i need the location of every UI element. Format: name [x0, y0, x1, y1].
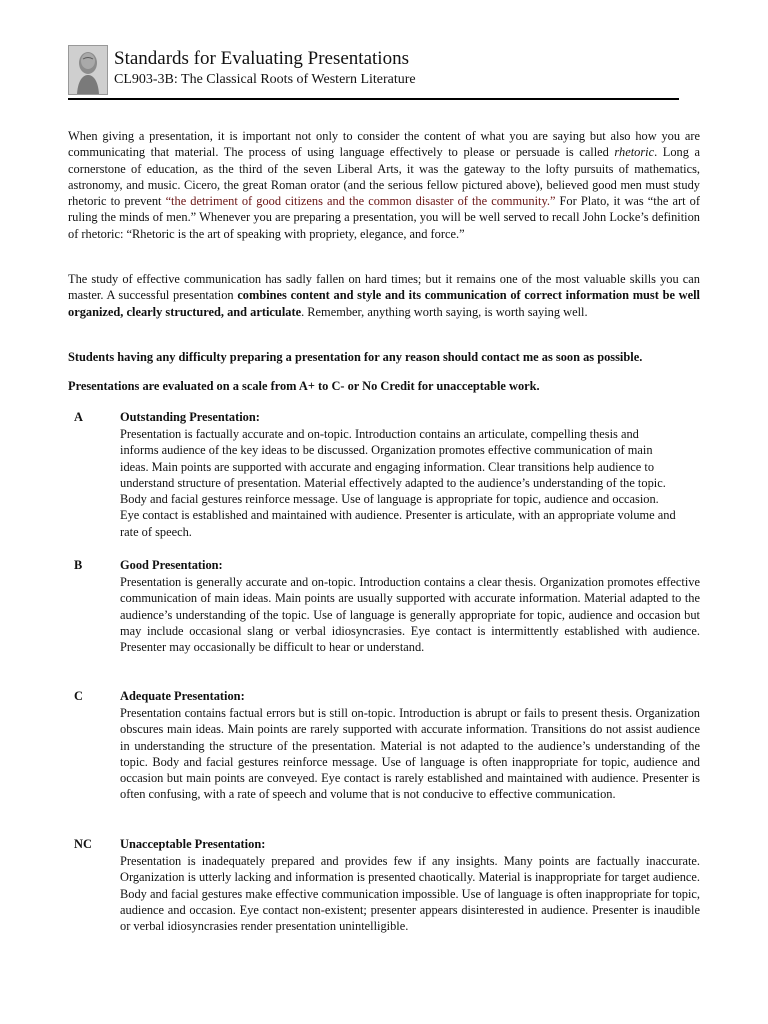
grade-c-description: Presentation contains factual errors but is still on-topic. Introduction is abrupt or fails to present thesis. Organization obscures main ideas. Main points are rarely supported with accurate information. Transitions do not assist audience in understanding the structure of the presentation. Material is not adapted to the audience’s understanding of the topic. Body and facial gestures reinforce message. Use of language is often inappropriate for topic, audience and occasion but main points are conveyed. Eye contact is rarely established and maintained with audience. Presenter is often confusing, with a rate of speech and volume that is not conducive to effective communication.	[120, 706, 700, 802]
grade-a-letter: A	[74, 410, 83, 424]
grade-a-title: Outstanding Presentation:	[120, 410, 260, 424]
grading-scale-note: Presentations are evaluated on a scale from A+ to C- or No Credit for unacceptable work.	[68, 379, 540, 393]
document-title: Standards for Evaluating Presentations	[114, 48, 409, 69]
grade-nc-description: Presentation is inadequately prepared and provides few if any insights. Many points are factually inaccurate. Organization is utterly lacking and information is presented chaotically. Material is inappropriate for target audience. Body and facial gestures make effective communication impossible. Use of language is often inappropriate for topic, audience and occasion. Eye contact non-existent; presenter appears disinterested in audience. Presenter is inaudible or verbal idiosyncrasies render presentation unintelligible.	[120, 854, 700, 934]
cicero-quote: “the detriment of good citizens and the common disaster of the community.”	[165, 194, 556, 209]
grade-b-letter: B	[74, 558, 83, 572]
intro-paragraph-rhetoric	[68, 128, 700, 242]
intro-text-3: For Plato, it was “the art of ruling the minds of men.” Whenever you are preparing a presentation, you will be well served to recall John Locke’s definition of rhetoric: “Rhetoric is the art of speaking with propriety, elegance, and force.”	[68, 194, 700, 241]
communication-text-2: . Remember, anything worth saying, is worth saying well.	[301, 304, 588, 319]
course-subtitle	[114, 71, 416, 89]
rhetoric-term: rhetoric	[614, 145, 655, 160]
grade-b-title: Good Presentation:	[120, 558, 223, 572]
course-name: : The Classical Roots of Western Literature	[173, 72, 416, 87]
bust-portrait-icon	[68, 45, 108, 95]
intro-paragraph-communication	[68, 271, 700, 320]
communication-emphasis: combines content and style and its communication of correct information must be well organized, clearly structured, and articulate	[68, 288, 700, 319]
header-divider	[68, 98, 679, 100]
grade-c-title: Adequate Presentation:	[120, 689, 245, 703]
grade-nc-title: Unacceptable Presentation:	[120, 837, 266, 851]
grade-c-letter: C	[74, 689, 83, 703]
intro-text-1: When giving a presentation, it is important not only to consider the content of what you are saying but also how you are communicating that material. The process of using language effectively to please or persuade is called	[68, 129, 700, 160]
grade-b-description: Presentation is generally accurate and on-topic. Introduction contains a clear thesis. Organization promotes effective communication of main ideas. Main points are usually supported with accurate information. Material adapted to the audience’s understanding of the topic. Use of language is generally appropriate for topic, audience and occasion but may include occasional slang or verbal idiosyncrasies. Eye contact is intermittently established with audience. Presenter may occasionally be difficult to hear or understand.	[120, 575, 700, 655]
grade-a-description: Presentation is factually accurate and on-topic. Introduction contains an articulate, compelling thesis and informs audience of the key ideas to be discussed. Organization promotes effective communication of main ideas. Main points are supported with accurate and engaging information. Clear transitions help audience to understand structure of presentation. Material effectively adapted to the audience’s understanding of the topic. Body and facial gestures reinforce message. Use of language is appropriate for topic, audience and occasion. Eye contact is established and maintained with audience. Presenter is articulate, with an appropriate volume and rate of speech.	[120, 427, 676, 539]
difficulty-notice: Students having any difficulty preparing a presentation for any reason should contact me as soon as possible.	[68, 350, 643, 364]
grade-nc-letter: NC	[74, 837, 92, 851]
communication-text-1: The study of effective communication has sadly fallen on hard times; but it remains one of the most valuable skills you can master. A successful presentation	[68, 272, 700, 303]
course-code: CL903-3B	[114, 72, 174, 87]
intro-text-2: . Long a cornerstone of education, as the third of the seven Liberal Arts, it was the gateway to the lofty pursuits of mathematics, astronomy, and music. Cicero, the great Roman orator (and the serious fellow pictured above), believed good men must study rhetoric to prevent	[68, 145, 700, 209]
